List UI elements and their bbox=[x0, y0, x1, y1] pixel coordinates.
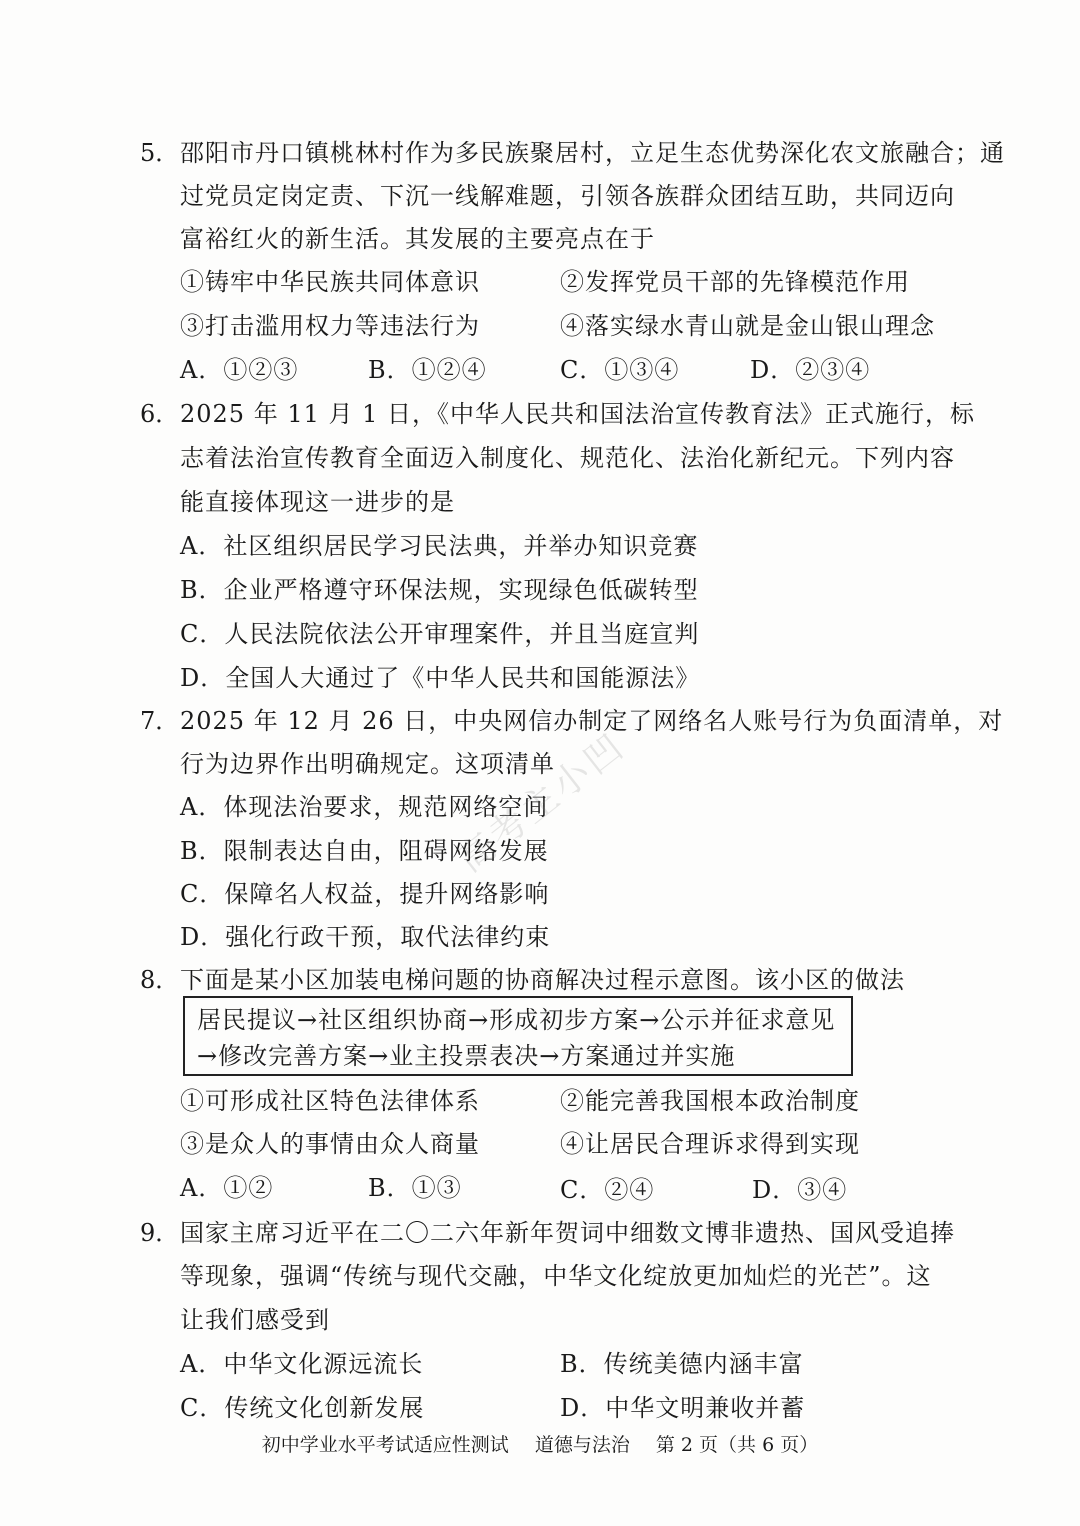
answer-option: B．传统美德内涵丰富 bbox=[560, 1350, 804, 1378]
question-stem-line: 邵阳市丹口镇桃林村作为多民族聚居村，立足生态优势深化农文旅融合；通 bbox=[180, 139, 1005, 167]
question-stem-line: 2025 年 12 月 26 日，中央网信办制定了网络名人账号行为负面清单，对 bbox=[180, 707, 1004, 735]
question-number: 6． bbox=[140, 400, 180, 428]
question-stem-line: 行为边界作出明确规定。这项清单 bbox=[180, 750, 555, 778]
statement-item: ③打击滥用权力等违法行为 bbox=[180, 312, 480, 340]
question-number: 5． bbox=[140, 139, 180, 167]
answer-option: B．①②④ bbox=[368, 356, 487, 384]
answer-option: A．①②③ bbox=[180, 356, 299, 384]
answer-option: D．强化行政干预，取代法律约束 bbox=[180, 923, 551, 951]
answer-option: C．传统文化创新发展 bbox=[180, 1394, 425, 1422]
answer-option: A．①② bbox=[180, 1174, 274, 1202]
question-stem-line: 志着法治宣传教育全面迈入制度化、规范化、法治化新纪元。下列内容 bbox=[180, 444, 955, 472]
subject-name: 道德与法治 bbox=[534, 1434, 630, 1456]
answer-option: C．保障名人权益，提升网络影响 bbox=[180, 880, 550, 908]
question-stem-line: 让我们感受到 bbox=[180, 1306, 330, 1334]
question-stem-line: 2025 年 11 月 1 日，《中华人民共和国法治宣传教育法》正式施行，标 bbox=[180, 400, 976, 428]
question-number: 9． bbox=[140, 1219, 180, 1247]
process-flow-box bbox=[183, 996, 853, 1076]
statement-item: ③是众人的事情由众人商量 bbox=[180, 1130, 480, 1158]
process-flow-line: 居民提议→社区组织协商→形成初步方案→公示并征求意见 bbox=[197, 1006, 836, 1034]
answer-option: C．人民法院依法公开审理案件，并且当庭宣判 bbox=[180, 620, 700, 648]
page-number: 第 2 页（共 6 页） bbox=[655, 1434, 819, 1456]
page-footer bbox=[0, 1433, 1080, 1457]
statement-item: ①铸牢中华民族共同体意识 bbox=[180, 268, 480, 296]
statement-item: ①可形成社区特色法律体系 bbox=[180, 1087, 480, 1115]
answer-option: A．体现法治要求，规范网络空间 bbox=[180, 793, 549, 821]
watermark: 高考主小凹 bbox=[450, 725, 634, 881]
statement-item: ④让居民合理诉求得到实现 bbox=[560, 1130, 860, 1158]
question-stem-line: 能直接体现这一进步的是 bbox=[180, 488, 455, 516]
question-number: 7． bbox=[140, 707, 180, 735]
answer-option: D．②③④ bbox=[750, 356, 871, 384]
exam-title: 初中学业水平考试适应性测试 bbox=[261, 1434, 509, 1456]
statement-item: ②发挥党员干部的先锋模范作用 bbox=[560, 268, 910, 296]
question-number: 8． bbox=[140, 966, 180, 994]
answer-option: D．③④ bbox=[752, 1176, 848, 1204]
statement-item: ④落实绿水青山就是金山银山理念 bbox=[560, 312, 935, 340]
answer-option: A．中华文化源远流长 bbox=[180, 1350, 424, 1378]
question-stem-line: 下面是某小区加装电梯问题的协商解决过程示意图。该小区的做法 bbox=[180, 966, 905, 994]
answer-option: B．企业严格遵守环保法规，实现绿色低碳转型 bbox=[180, 576, 699, 604]
question-stem-line: 国家主席习近平在二〇二六年新年贺词中细数文博非遗热、国风受追捧 bbox=[180, 1219, 955, 1247]
answer-option: B．①③ bbox=[368, 1174, 462, 1202]
question-stem-line: 富裕红火的新生活。其发展的主要亮点在于 bbox=[180, 225, 655, 253]
answer-option: C．②④ bbox=[560, 1176, 655, 1204]
process-flow-line: →修改完善方案→业主投票表决→方案通过并实施 bbox=[197, 1042, 736, 1070]
answer-option: C．①③④ bbox=[560, 356, 680, 384]
answer-option: D．中华文明兼收并蓄 bbox=[560, 1394, 806, 1422]
statement-item: ②能完善我国根本政治制度 bbox=[560, 1087, 860, 1115]
answer-option: B．限制表达自由，阻碍网络发展 bbox=[180, 837, 549, 865]
answer-option: D．全国人大通过了《中华人民共和国能源法》 bbox=[180, 664, 701, 692]
question-stem-line: 过党员定岗定责、下沉一线解难题，引领各族群众团结互助，共同迈向 bbox=[180, 182, 955, 210]
question-stem-line: 等现象，强调“传统与现代交融，中华文化绽放更加灿烂的光芒”。这 bbox=[180, 1262, 932, 1290]
answer-option: A．社区组织居民学习民法典，并举办知识竞赛 bbox=[180, 532, 699, 560]
